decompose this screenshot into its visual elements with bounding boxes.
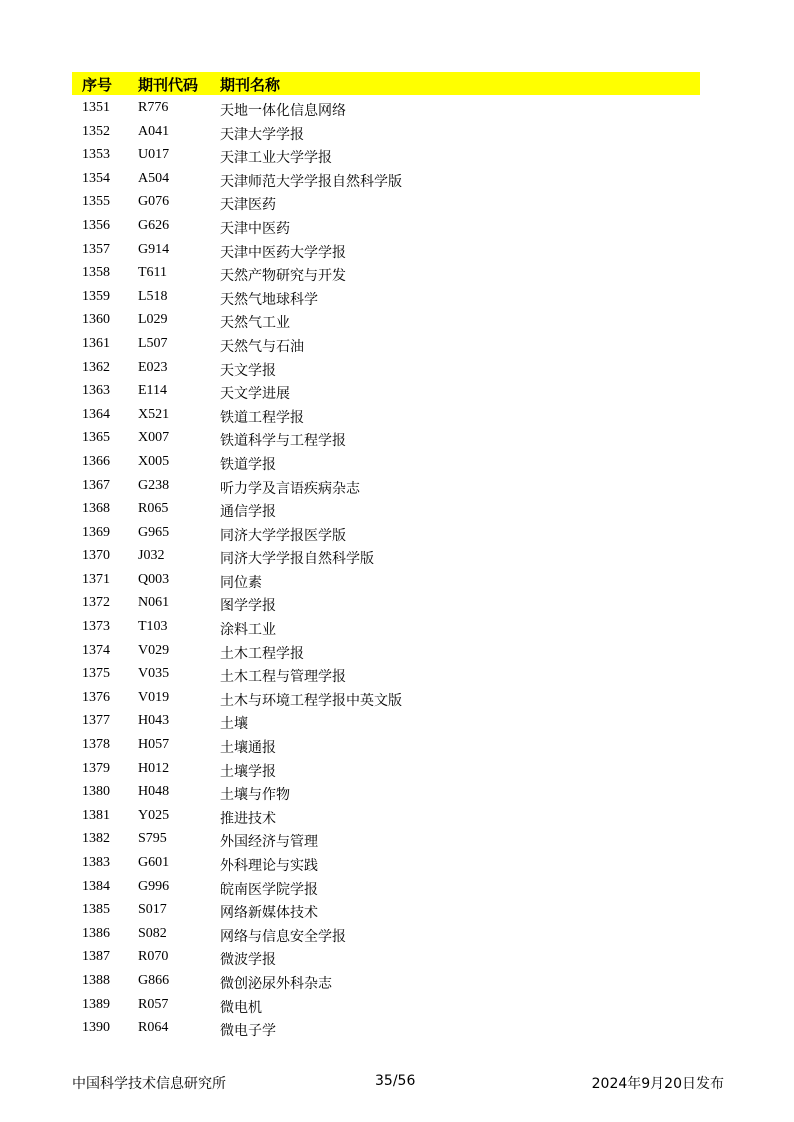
cell-seq: 1357 [82, 241, 110, 257]
cell-code: G965 [138, 524, 170, 540]
header-seq: 序号 [82, 76, 113, 94]
cell-name: 天津中医药 [220, 220, 290, 237]
table-row [72, 805, 700, 829]
cell-code: G076 [138, 194, 170, 210]
table-row [72, 215, 700, 239]
cell-code: X005 [138, 453, 170, 469]
cell-name: 天然气工业 [220, 315, 290, 332]
table-row [72, 876, 700, 900]
cell-code: H057 [138, 737, 170, 753]
cell-code: T103 [138, 619, 168, 635]
cell-code: Q003 [138, 571, 170, 587]
cell-name: 天然气地球科学 [220, 291, 318, 308]
cell-seq: 1380 [82, 784, 110, 800]
table-row [72, 168, 700, 192]
cell-seq: 1364 [82, 406, 110, 422]
table-row [72, 522, 700, 546]
cell-code: H012 [138, 760, 170, 776]
cell-seq: 1353 [82, 147, 110, 163]
cell-code: R057 [138, 996, 169, 1012]
table-header [72, 72, 700, 95]
cell-seq: 1381 [82, 807, 110, 823]
table-row [72, 592, 700, 616]
cell-name: 微波学报 [220, 952, 276, 969]
table-row [72, 994, 700, 1018]
cell-seq: 1367 [82, 477, 110, 493]
cell-name: 土壤 [220, 716, 248, 733]
cell-seq: 1351 [82, 100, 110, 115]
table-row [72, 262, 700, 286]
cell-code: G866 [138, 972, 170, 988]
cell-code: L518 [138, 288, 168, 304]
cell-name: 外科理论与实践 [220, 858, 318, 874]
cell-code: V035 [138, 666, 170, 682]
cell-code: A041 [138, 123, 170, 139]
cell-code: T611 [138, 265, 168, 281]
cell-seq: 1352 [82, 123, 110, 139]
cell-name: 天津工业大学学报 [220, 150, 332, 167]
journal-table [72, 97, 700, 1041]
cell-code: X007 [138, 430, 170, 446]
cell-code: X521 [138, 406, 170, 422]
table-row [72, 451, 700, 475]
cell-code: S795 [138, 831, 167, 847]
cell-code: H043 [138, 713, 170, 729]
cell-name: 土壤学报 [220, 763, 276, 780]
cell-name: 铁道学报 [220, 456, 276, 473]
cell-seq: 1365 [82, 430, 110, 446]
table-row [72, 545, 700, 569]
cell-code: R065 [138, 501, 169, 517]
cell-seq: 1382 [82, 831, 110, 847]
cell-name: 天津中医药大学学报 [220, 244, 346, 261]
cell-code: V019 [138, 689, 170, 705]
table-row [72, 380, 700, 404]
cell-code: R070 [138, 949, 169, 965]
cell-name: 土木与环境工程学报中英文版 [220, 692, 402, 709]
cell-seq: 1369 [82, 524, 110, 540]
cell-seq: 1377 [82, 713, 110, 729]
cell-seq: 1389 [82, 996, 110, 1012]
cell-code: G238 [138, 477, 170, 493]
cell-code: N061 [138, 595, 170, 611]
cell-code: G914 [138, 241, 170, 257]
table-row [72, 1017, 700, 1041]
cell-seq: 1356 [82, 217, 110, 233]
cell-code: E023 [138, 359, 168, 375]
cell-name: 通信学报 [220, 504, 276, 521]
cell-name: 天津医药 [220, 197, 276, 214]
cell-seq: 1355 [82, 194, 110, 210]
cell-code: Y025 [138, 807, 170, 823]
cell-seq: 1372 [82, 595, 110, 611]
cell-code: J032 [138, 548, 165, 564]
table-row [72, 734, 700, 758]
cell-code: S017 [138, 902, 167, 918]
cell-name: 涂料工业 [220, 622, 276, 639]
cell-seq: 1379 [82, 760, 110, 776]
cell-code: H048 [138, 784, 170, 800]
table-row [72, 923, 700, 947]
cell-seq: 1362 [82, 359, 110, 375]
footer-institution: 中国科学技术信息研究所 [72, 1076, 226, 1092]
table-row [72, 475, 700, 499]
header-name: 期刊名称 [220, 76, 281, 94]
cell-seq: 1384 [82, 878, 110, 894]
cell-seq: 1374 [82, 642, 110, 658]
table-row [72, 946, 700, 970]
cell-seq: 1359 [82, 288, 110, 304]
cell-code: A504 [138, 170, 170, 186]
cell-code: U017 [138, 147, 170, 163]
cell-seq: 1376 [82, 689, 110, 705]
header-code: 期刊代码 [138, 76, 199, 94]
cell-code: R776 [138, 100, 169, 115]
cell-seq: 1373 [82, 619, 110, 635]
cell-name: 天然产物研究与开发 [220, 268, 346, 285]
cell-code: R064 [138, 1020, 169, 1036]
table-row [72, 687, 700, 711]
table-row [72, 899, 700, 923]
cell-name: 铁道科学与工程学报 [220, 433, 346, 450]
table-row [72, 97, 700, 121]
cell-seq: 1386 [82, 925, 110, 941]
footer-date: 2024年9月20日发布 [591, 1076, 724, 1092]
cell-seq: 1354 [82, 170, 110, 186]
cell-name: 微电机 [220, 999, 262, 1016]
cell-code: G601 [138, 855, 170, 870]
cell-name: 铁道工程学报 [220, 409, 304, 426]
table-row [72, 781, 700, 805]
cell-seq: 1371 [82, 571, 110, 587]
cell-name: 天然气与石油 [220, 338, 304, 355]
table-row [72, 616, 700, 640]
cell-name: 土木工程与管理学报 [220, 669, 346, 686]
table-row [72, 498, 700, 522]
cell-code: G996 [138, 878, 170, 894]
cell-name: 同济大学学报医学版 [220, 527, 346, 544]
cell-seq: 1383 [82, 855, 110, 870]
table-row [72, 309, 700, 333]
table-row [72, 333, 700, 357]
cell-name: 天地一体化信息网络 [220, 103, 346, 119]
table-row [72, 852, 700, 876]
cell-seq: 1360 [82, 312, 110, 328]
page-footer [0, 1073, 794, 1093]
cell-seq: 1370 [82, 548, 110, 564]
cell-seq: 1390 [82, 1020, 110, 1036]
table-row [72, 569, 700, 593]
cell-code: E114 [138, 383, 168, 399]
cell-name: 网络与信息安全学报 [220, 928, 346, 945]
cell-seq: 1375 [82, 666, 110, 682]
table-row [72, 404, 700, 428]
cell-name: 同济大学学报自然科学版 [220, 551, 374, 568]
table-row [72, 758, 700, 782]
table-row [72, 640, 700, 664]
table-row [72, 357, 700, 381]
cell-name: 皖南医学院学报 [220, 881, 318, 898]
cell-name: 外国经济与管理 [220, 834, 318, 851]
table-row [72, 239, 700, 263]
cell-name: 网络新媒体技术 [220, 905, 318, 922]
table-row [72, 144, 700, 168]
cell-seq: 1388 [82, 972, 110, 988]
cell-name: 推进技术 [220, 810, 276, 827]
cell-seq: 1385 [82, 902, 110, 918]
table-row [72, 970, 700, 994]
table-row [72, 427, 700, 451]
cell-seq: 1378 [82, 737, 110, 753]
cell-name: 土壤通报 [220, 740, 276, 757]
table-row [72, 121, 700, 145]
cell-seq: 1358 [82, 265, 110, 281]
cell-name: 土木工程学报 [220, 645, 304, 662]
cell-code: G626 [138, 217, 170, 233]
cell-seq: 1363 [82, 383, 110, 399]
cell-code: L507 [138, 335, 168, 351]
cell-code: L029 [138, 312, 168, 328]
cell-seq: 1368 [82, 501, 110, 517]
cell-seq: 1387 [82, 949, 110, 965]
cell-name: 天文学报 [220, 362, 276, 379]
table-row [72, 191, 700, 215]
table-row [72, 663, 700, 687]
cell-name: 天文学进展 [220, 386, 290, 403]
table-row [72, 828, 700, 852]
footer-page-number: 35/56 [375, 1073, 416, 1089]
cell-name: 听力学及言语疾病杂志 [220, 480, 360, 497]
cell-name: 同位素 [220, 574, 262, 591]
cell-code: S082 [138, 925, 167, 941]
cell-name: 微创泌尿外科杂志 [220, 975, 332, 992]
cell-name: 天津大学学报 [220, 126, 304, 143]
table-row [72, 710, 700, 734]
cell-code: V029 [138, 642, 170, 658]
cell-seq: 1366 [82, 453, 110, 469]
cell-name: 微电子学 [220, 1023, 276, 1040]
cell-name: 图学学报 [220, 598, 276, 615]
table-row [72, 286, 700, 310]
cell-name: 土壤与作物 [220, 787, 290, 804]
cell-name: 天津师范大学学报自然科学版 [220, 173, 402, 190]
cell-seq: 1361 [82, 335, 110, 351]
